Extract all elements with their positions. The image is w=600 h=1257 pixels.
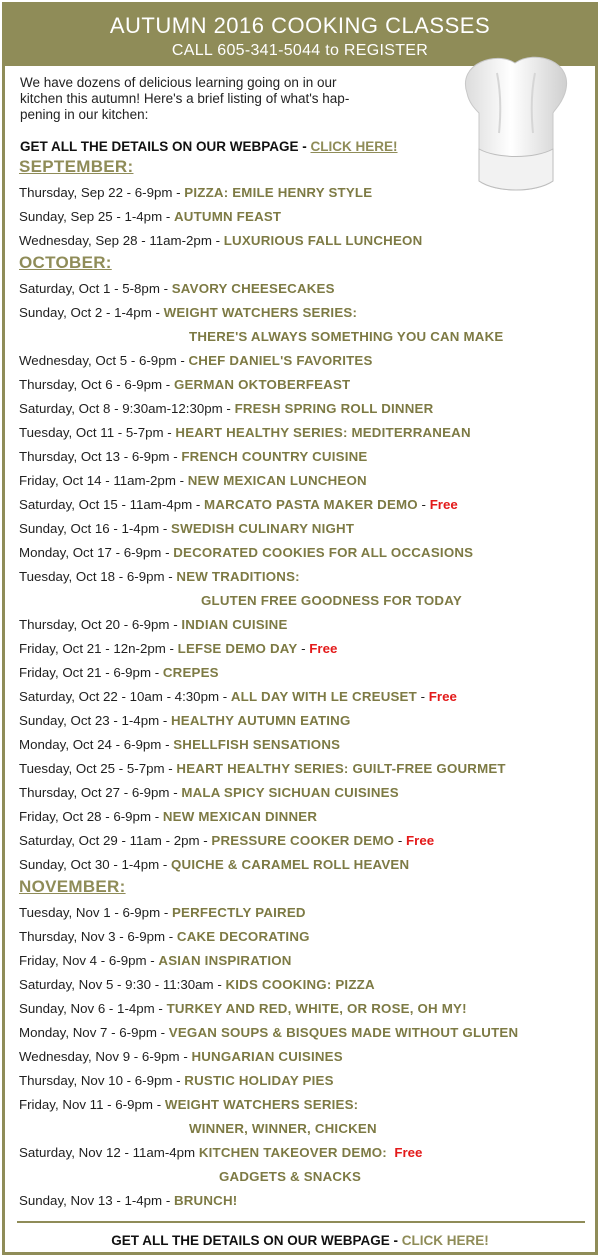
class-row: Sunday, Sep 25 - 1-4pm - AUTUMN FEAST <box>19 209 282 224</box>
class-row-continuation: GLUTEN FREE GOODNESS FOR TODAY <box>201 593 462 608</box>
class-row: Tuesday, Nov 1 - 6-9pm - PERFECTLY PAIRED <box>19 905 306 920</box>
free-badge: Free <box>394 1145 423 1160</box>
free-badge: Free <box>309 641 338 656</box>
click-here-link-top[interactable]: CLICK HERE! <box>310 139 398 154</box>
intro-paragraph: We have dozens of delicious learning going on in our kitchen this autumn! Here's a brief listing of what's hap- pening in our kitchen: <box>20 75 350 122</box>
class-row: Friday, Oct 21 - 6-9pm - CREPES <box>19 665 219 680</box>
class-row: Tuesday, Oct 11 - 5-7pm - HEART HEALTHY SERIES: MEDITERRANEAN <box>19 425 471 440</box>
class-row: Sunday, Nov 13 - 1-4pm - BRUNCH! <box>19 1193 238 1208</box>
class-row: Wednesday, Nov 9 - 6-9pm - HUNGARIAN CUISINES <box>19 1049 343 1064</box>
month-heading-october: OCTOBER: <box>19 253 112 272</box>
class-row: Thursday, Nov 10 - 6-9pm - RUSTIC HOLIDAY PIES <box>19 1073 334 1088</box>
footer-divider <box>17 1221 585 1223</box>
class-row: Thursday, Sep 22 - 6-9pm - PIZZA: EMILE HENRY STYLE <box>19 185 373 200</box>
class-row: Thursday, Nov 3 - 6-9pm - CAKE DECORATING <box>19 929 310 944</box>
phone-subtitle: CALL 605-341-5044 to REGISTER <box>171 42 429 59</box>
class-row: Friday, Oct 21 - 12n-2pm - LEFSE DEMO DAY - Free <box>19 641 338 656</box>
class-row-continuation: GADGETS & SNACKS <box>219 1169 362 1184</box>
class-row: Tuesday, Oct 18 - 6-9pm - NEW TRADITIONS: <box>19 569 300 584</box>
class-row: Friday, Oct 14 - 11am-2pm - NEW MEXICAN LUNCHEON <box>19 473 367 488</box>
class-row: Monday, Oct 17 - 6-9pm - DECORATED COOKIES FOR ALL OCCASIONS <box>19 545 474 560</box>
month-heading-november: NOVEMBER: <box>19 877 126 896</box>
class-row: Saturday, Nov 5 - 9:30 - 11:30am - KIDS COOKING: PIZZA <box>19 977 375 992</box>
details-line-top: GET ALL THE DETAILS ON OUR WEBPAGE - CLICK HERE! <box>20 139 398 154</box>
free-badge: Free <box>429 497 458 512</box>
class-row: Saturday, Oct 1 - 5-8pm - SAVORY CHEESECAKES <box>19 281 335 296</box>
class-row: Thursday, Oct 13 - 6-9pm - FRENCH COUNTRY CUISINE <box>19 449 368 464</box>
class-row: Monday, Oct 24 - 6-9pm - SHELLFISH SENSATIONS <box>19 737 341 752</box>
flyer-frame <box>2 2 598 1255</box>
class-row: Sunday, Oct 2 - 1-4pm - WEIGHT WATCHERS SERIES: <box>19 305 358 320</box>
class-row: Wednesday, Sep 28 - 11am-2pm - LUXURIOUS FALL LUNCHEON <box>19 233 423 248</box>
class-row: Saturday, Oct 22 - 10am - 4:30pm - ALL DAY WITH LE CREUSET - Free <box>19 689 457 704</box>
class-row: Saturday, Oct 15 - 11am-4pm - MARCATO PASTA MAKER DEMO - Free <box>19 497 458 512</box>
free-badge: Free <box>406 833 435 848</box>
class-row: Friday, Nov 4 - 6-9pm - ASIAN INSPIRATION <box>19 953 292 968</box>
class-row: Tuesday, Oct 25 - 5-7pm - HEART HEALTHY SERIES: GUILT-FREE GOURMET <box>19 761 506 776</box>
class-row: Sunday, Oct 23 - 1-4pm - HEALTHY AUTUMN EATING <box>19 713 351 728</box>
class-row: Saturday, Oct 29 - 11am - 2pm - PRESSURE COOKER DEMO - Free <box>19 833 435 848</box>
class-row: Sunday, Oct 16 - 1-4pm - SWEDISH CULINARY NIGHT <box>19 521 355 536</box>
class-row: Sunday, Nov 6 - 1-4pm - TURKEY AND RED, WHITE, OR ROSE, OH MY! <box>19 1001 467 1016</box>
class-row-continuation: THERE'S ALWAYS SOMETHING YOU CAN MAKE <box>189 329 504 344</box>
month-heading-september: SEPTEMBER: <box>19 157 134 176</box>
class-row: Friday, Nov 11 - 6-9pm - WEIGHT WATCHERS SERIES: <box>19 1097 359 1112</box>
class-row: Thursday, Oct 27 - 6-9pm - MALA SPICY SICHUAN CUISINES <box>19 785 399 800</box>
class-row-continuation: WINNER, WINNER, CHICKEN <box>189 1121 377 1136</box>
class-row: Saturday, Nov 12 - 11am-4pm KITCHEN TAKEOVER DEMO: Free <box>19 1145 423 1160</box>
chef-hat-icon <box>457 53 575 203</box>
class-row: Sunday, Oct 30 - 1-4pm - QUICHE & CARAMEL ROLL HEAVEN <box>19 857 410 872</box>
click-here-link-bottom[interactable]: CLICK HERE! <box>401 1233 489 1248</box>
details-line-bottom: GET ALL THE DETAILS ON OUR WEBPAGE - CLICK HERE! <box>111 1233 489 1248</box>
class-row: Thursday, Oct 20 - 6-9pm - INDIAN CUISINE <box>19 617 288 632</box>
class-row: Monday, Nov 7 - 6-9pm - VEGAN SOUPS & BISQUES MADE WITHOUT GLUTEN <box>19 1025 519 1040</box>
page-title: AUTUMN 2016 COOKING CLASSES <box>109 13 491 38</box>
class-row: Thursday, Oct 6 - 6-9pm - GERMAN OKTOBERFEAST <box>19 377 351 392</box>
class-row: Wednesday, Oct 5 - 6-9pm - CHEF DANIEL'S FAVORITES <box>19 353 373 368</box>
class-row: Saturday, Oct 8 - 9:30am-12:30pm - FRESH SPRING ROLL DINNER <box>19 401 434 416</box>
free-badge: Free <box>428 689 457 704</box>
class-row: Friday, Oct 28 - 6-9pm - NEW MEXICAN DINNER <box>19 809 318 824</box>
